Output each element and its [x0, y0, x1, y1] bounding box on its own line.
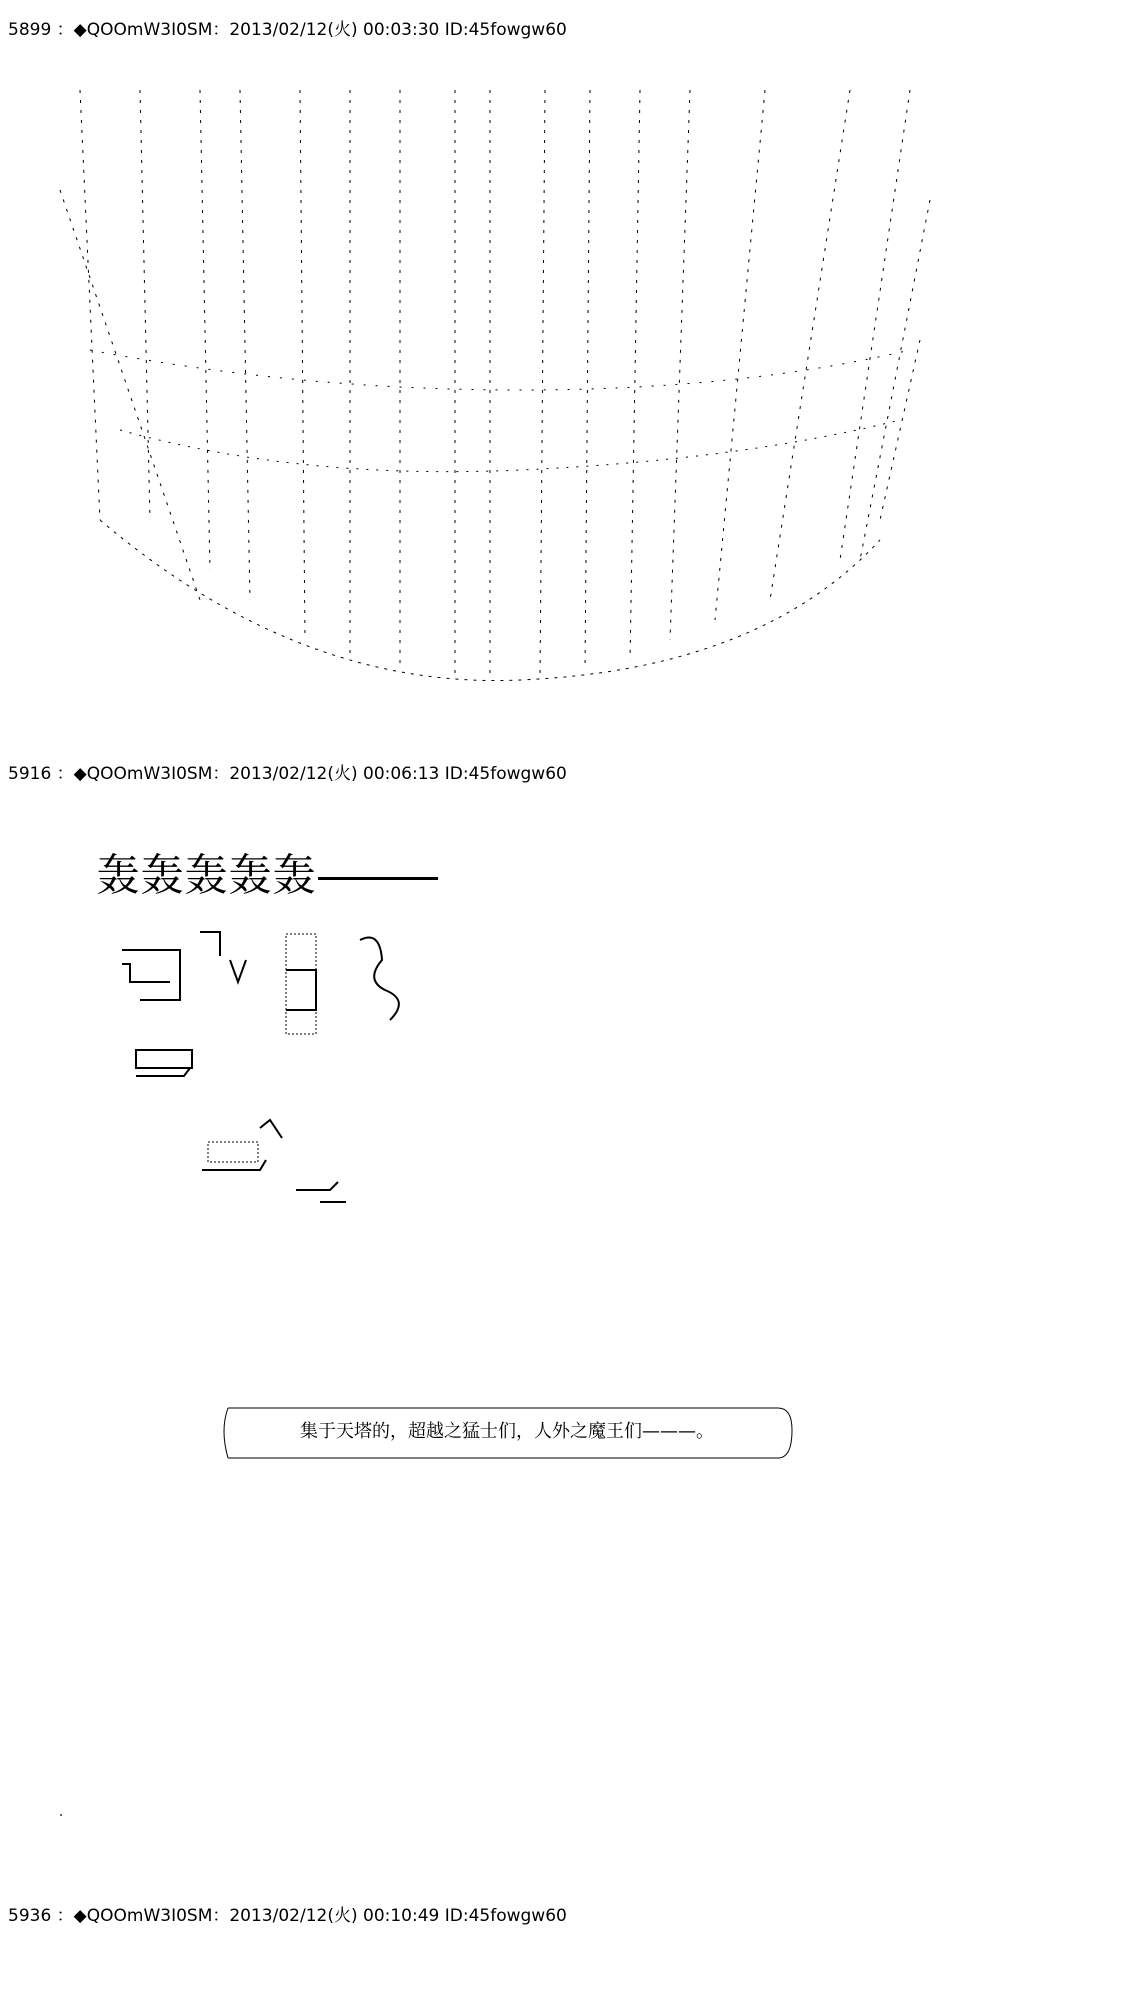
- sound-effect-dash: [318, 877, 438, 880]
- post-header-5916: 5916 ：◆QOOmW3I0SM：2013/02/12(火) 00:06:13 ID:45fowgw60: [8, 764, 567, 784]
- sound-effect-text: 轰轰轰轰轰: [96, 850, 316, 901]
- ascii-art-perspective-lines: [0, 0, 1125, 720]
- caption-box: [218, 1400, 796, 1466]
- caption-text: 集于天塔的，超越之猛士们，人外之魔王们———。: [300, 1421, 714, 1442]
- sound-effect-title: [96, 850, 438, 902]
- ascii-art-sound-glyphs: [110, 920, 430, 1240]
- stray-dot: [60, 1814, 62, 1816]
- post-header-5936: 5936 ：◆QOOmW3I0SM：2013/02/12(火) 00:10:49 ID:45fowgw60: [8, 1906, 567, 1926]
- post-header-5899: 5899 ：◆QOOmW3I0SM：2013/02/12(火) 00:03:30 ID:45fowgw60: [8, 20, 567, 40]
